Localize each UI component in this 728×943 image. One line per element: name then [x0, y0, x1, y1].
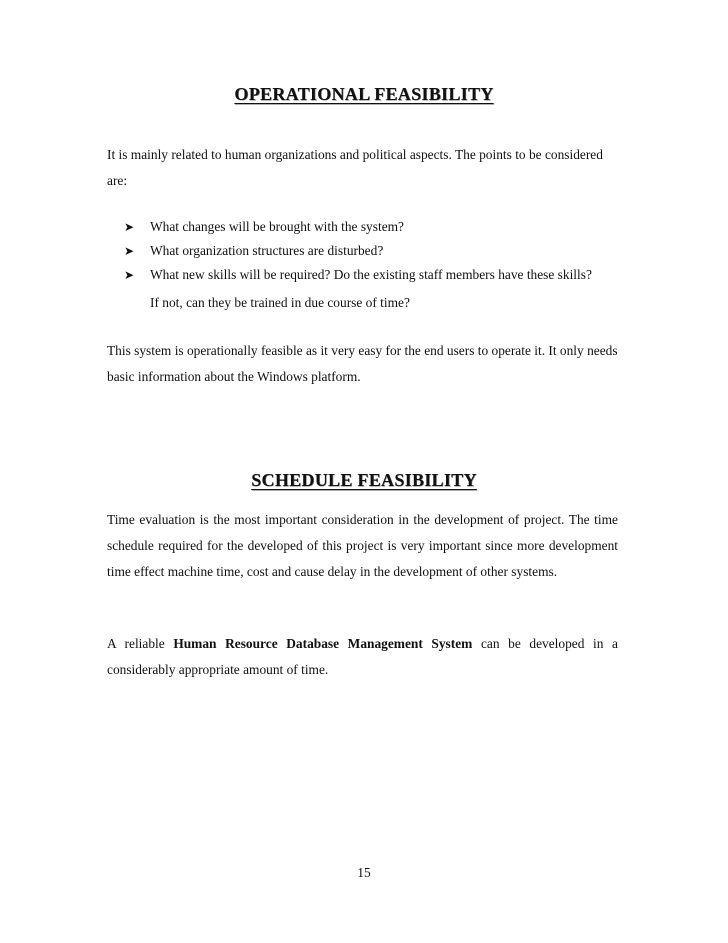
list-item — [124, 263, 634, 319]
list-item-continuation: If not, can they be trained in due course of time? — [150, 295, 410, 310]
reliable-system-paragraph — [107, 631, 618, 683]
list-item — [124, 239, 634, 263]
schedule-paragraph: Time evaluation is the most important consideration in the development of project. The time schedule required for the developed of this project is very important since more development time effect machine time, cost and cause delay in the development of other systems. — [107, 512, 618, 579]
section-heading-schedule-feasibility: SCHEDULE FEASIBILITY — [251, 470, 477, 490]
reliable-suffix: can be developed in a considerably appropriate amount of time. — [107, 636, 618, 677]
list-item-text: What organization structures are disturbed? — [150, 243, 384, 258]
list-item-text: What new skills will be required? Do the existing staff members have these skills? — [150, 267, 592, 282]
list-item-text: What changes will be brought with the system? — [150, 219, 404, 234]
conclusion-paragraph: This system is operationally feasible as it very easy for the end users to operate it. It only needs basic information about the Windows platform. — [107, 343, 618, 384]
reliable-prefix: A reliable — [107, 636, 174, 651]
section-heading-operational-feasibility: OPERATIONAL FEASIBILITY — [234, 84, 494, 104]
page-number: 15 — [357, 865, 371, 880]
arrowhead-bullet-icon: ➤ — [124, 220, 135, 234]
arrowhead-bullet-icon: ➤ — [124, 268, 135, 282]
system-name: Human Resource Database Management System — [173, 636, 473, 651]
intro-paragraph: It is mainly related to human organizations and political aspects. The points to be considered are: — [107, 147, 603, 188]
feasibility-points-list — [124, 215, 634, 319]
arrowhead-bullet-icon: ➤ — [124, 244, 135, 258]
list-item — [124, 215, 634, 239]
